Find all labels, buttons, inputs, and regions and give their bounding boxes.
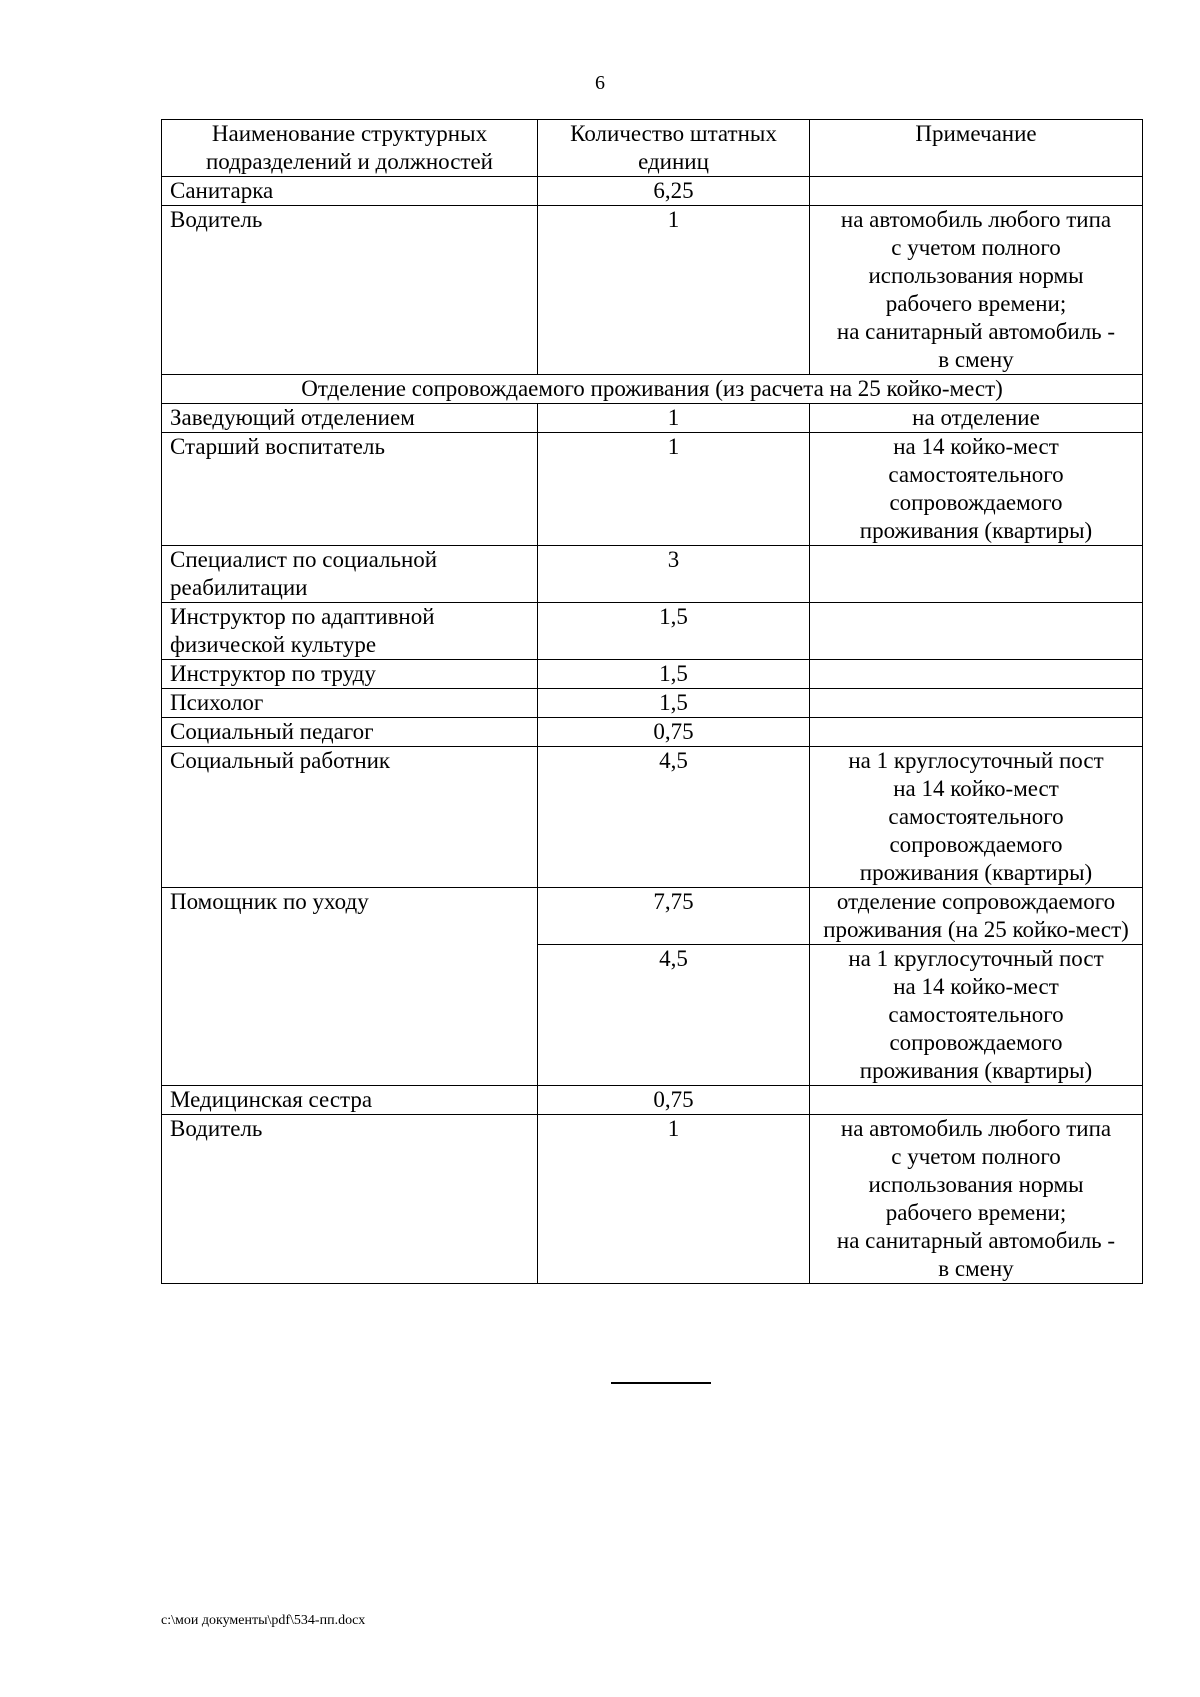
table-row <box>162 1115 1143 1284</box>
position-note: на автомобиль любого типа с учетом полного использования нормы рабочего времени; на санитарный автомобиль - в смену <box>810 1115 1143 1284</box>
section-title: Отделение сопровождаемого проживания (из расчета на 25 койко-мест) <box>162 375 1143 404</box>
table-header-row <box>162 120 1143 177</box>
position-note: на автомобиль любого типа с учетом полного использования нормы рабочего времени; на санитарный автомобиль - в смену <box>810 206 1143 375</box>
page-number: 6 <box>595 72 605 94</box>
position-name: Старший воспитатель <box>162 433 538 546</box>
section-row <box>162 375 1143 404</box>
position-note: на отделение <box>810 404 1143 433</box>
position-note: на 1 круглосуточный пост на 14 койко-мест самостоятельного сопровождаемого проживания (квартиры) <box>810 945 1143 1086</box>
position-count: 3 <box>538 546 810 603</box>
position-name: Водитель <box>162 206 538 375</box>
table-row <box>162 206 1143 375</box>
table-row <box>162 177 1143 206</box>
position-count: 1 <box>538 206 810 375</box>
position-note <box>810 689 1143 718</box>
header-name: Наименование структурных подразделений и должностей <box>162 120 538 177</box>
position-count: 7,75 <box>538 888 810 945</box>
table-row <box>162 546 1143 603</box>
table-row <box>162 433 1143 546</box>
position-count: 1,5 <box>538 660 810 689</box>
table-row <box>162 718 1143 747</box>
position-count: 1,5 <box>538 603 810 660</box>
position-name: Медицинская сестра <box>162 1086 538 1115</box>
staffing-table <box>161 119 1143 1284</box>
table-row <box>162 888 1143 945</box>
position-note: на 1 круглосуточный пост на 14 койко-мест самостоятельного сопровождаемого проживания (квартиры) <box>810 747 1143 888</box>
position-note <box>810 603 1143 660</box>
position-note <box>810 1086 1143 1115</box>
position-count: 4,5 <box>538 945 810 1086</box>
header-note: Примечание <box>810 120 1143 177</box>
table-row <box>162 404 1143 433</box>
footer-file-path: c:\мои документы\pdf\534-пп.docx <box>161 1613 366 1628</box>
position-name: Помощник по уходу <box>162 888 538 1086</box>
position-count: 0,75 <box>538 1086 810 1115</box>
position-note: на 14 койко-мест самостоятельного сопровождаемого проживания (квартиры) <box>810 433 1143 546</box>
table-row <box>162 603 1143 660</box>
position-name: Санитарка <box>162 177 538 206</box>
position-count: 1 <box>538 404 810 433</box>
position-count: 1 <box>538 433 810 546</box>
table-row <box>162 747 1143 888</box>
position-count: 6,25 <box>538 177 810 206</box>
table-row <box>162 1086 1143 1115</box>
end-divider <box>611 1382 711 1384</box>
position-name: Заведующий отделением <box>162 404 538 433</box>
position-note <box>810 660 1143 689</box>
position-count: 4,5 <box>538 747 810 888</box>
table-row <box>162 660 1143 689</box>
position-note: отделение сопровождаемого проживания (на 25 койко-мест) <box>810 888 1143 945</box>
position-note <box>810 546 1143 603</box>
position-name: Социальный работник <box>162 747 538 888</box>
position-name: Инструктор по труду <box>162 660 538 689</box>
header-count: Количество штатных единиц <box>538 120 810 177</box>
position-name: Водитель <box>162 1115 538 1284</box>
position-note <box>810 177 1143 206</box>
position-name: Инструктор по адаптивной физической культуре <box>162 603 538 660</box>
position-count: 0,75 <box>538 718 810 747</box>
position-name: Психолог <box>162 689 538 718</box>
table-row <box>162 689 1143 718</box>
position-note <box>810 718 1143 747</box>
position-count: 1,5 <box>538 689 810 718</box>
position-name: Специалист по социальной реабилитации <box>162 546 538 603</box>
position-count: 1 <box>538 1115 810 1284</box>
position-name: Социальный педагог <box>162 718 538 747</box>
